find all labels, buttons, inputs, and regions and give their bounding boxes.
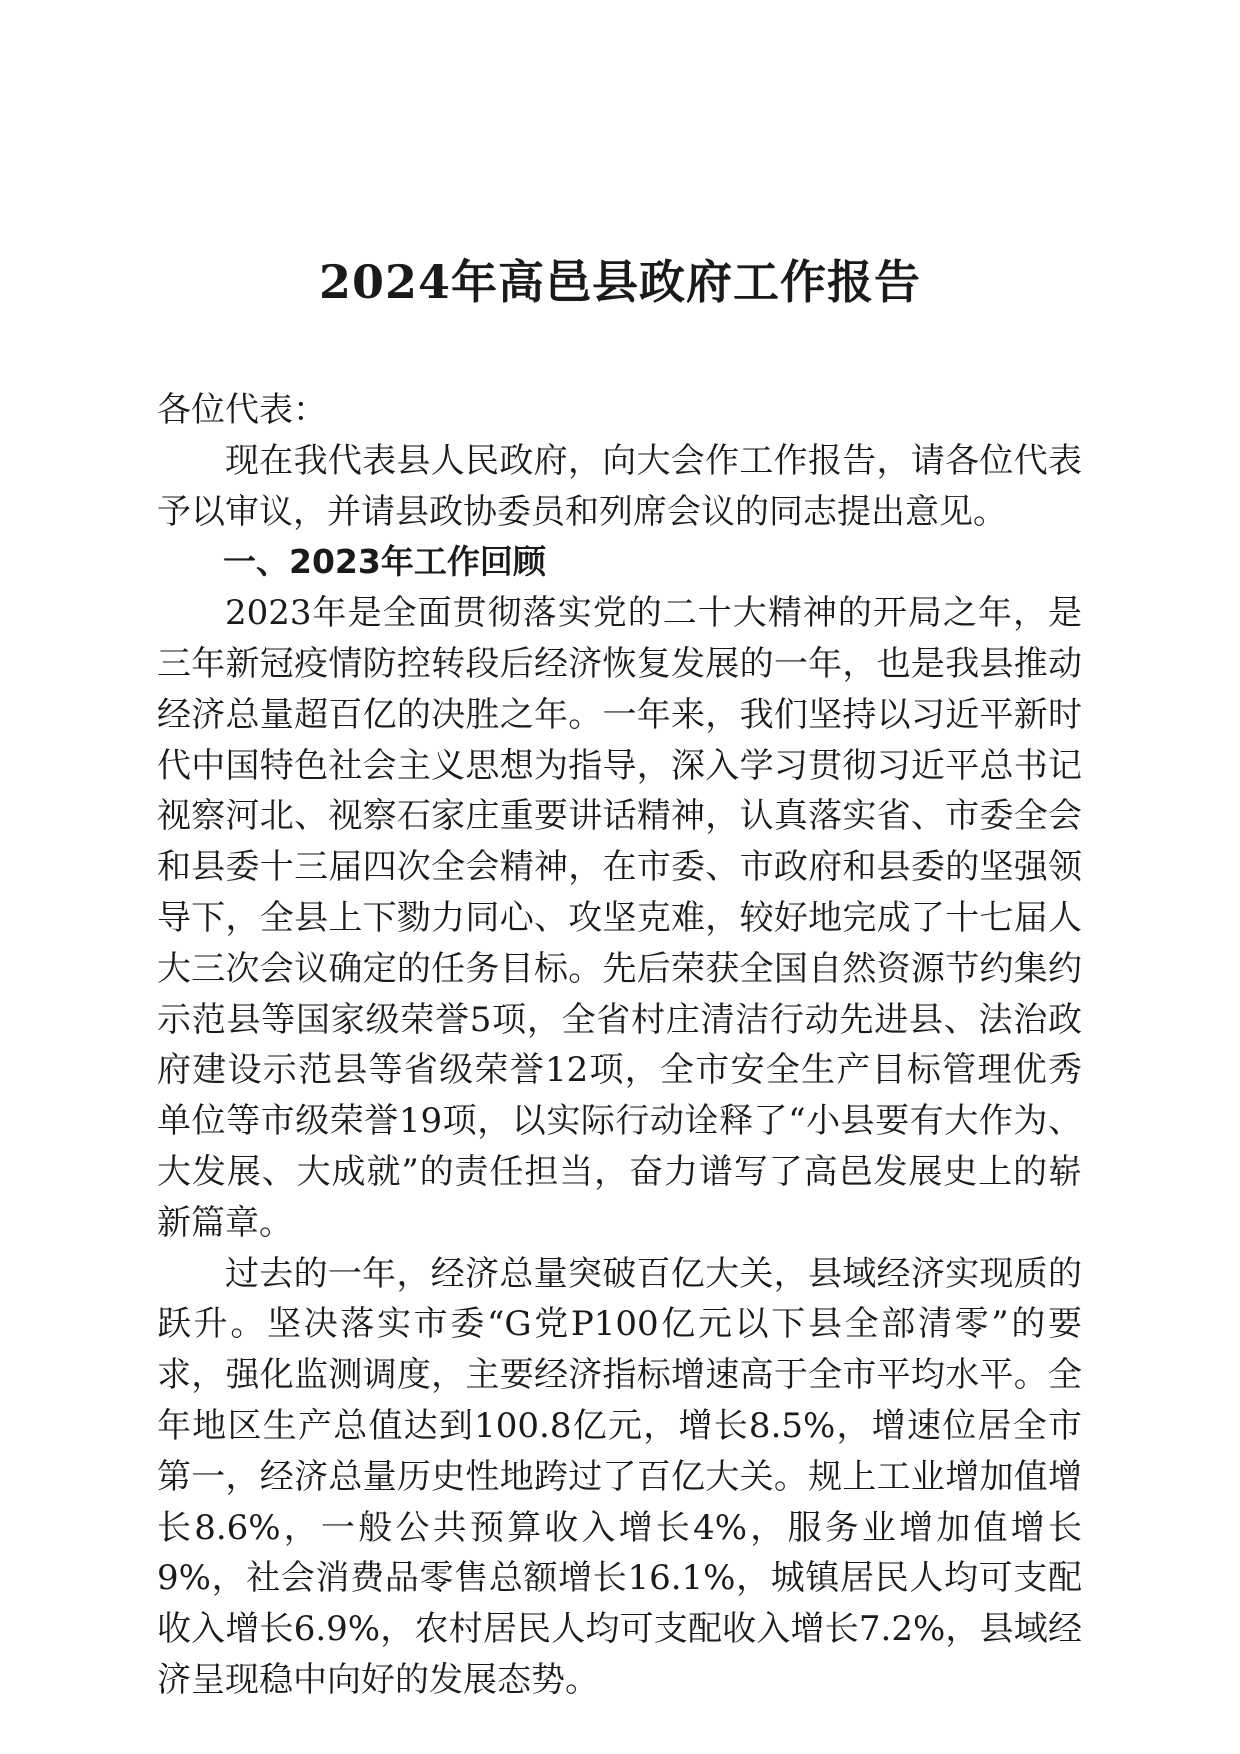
document-body (157, 385, 1082, 1706)
intro-paragraph: 现在我代表县人民政府，向大会作工作报告，请各位代表予以审议，并请县政协委员和列席会议的同志提出意见。 (157, 440, 1082, 532)
section-heading: 一、2023年工作回顾 (223, 542, 546, 582)
salutation: 各位代表： (157, 390, 327, 430)
review-paragraph-2: 过去的一年，经济总量突破百亿大关，县域经济实现质的跃升。坚决落实市委“G党P100亿元以下县全部清零”的要求，强化监测调度，主要经济指标增速高于全市平均水平。全年地区生产总值达到100.8亿元，增长8.5%，增速位居全市第一，经济总量历史性地跨过了百亿大关。规上工业增加值增长8.6%，一般公共预算收入增长4%，服务业增加值增长9%，社会消费品零售总额增长16.1%，城镇居民人均可支配收入增长6.9%，农村居民人均可支配收入增长7.2%，县域经济呈现稳中向好的发展态势。 (157, 1253, 1082, 1700)
review-paragraph-1: 2023年是全面贯彻落实党的二十大精神的开局之年，是三年新冠疫情防控转段后经济恢复发展的一年，也是我县推动经济总量超百亿的决胜之年。一年来，我们坚持以习近平新时代中国特色社会主义思想为指导，深入学习贯彻习近平总书记视察河北、视察石家庄重要讲话精神，认真落实省、市委全会和县委十三届四次全会精神，在市委、市政府和县委的坚强领导下，全县上下勠力同心、攻坚克难，较好地完成了十七届人大三次会议确定的任务目标。先后荣获全国自然资源节约集约示范县等国家级荣誉5项，全省村庄清洁行动先进县、法治政府建设示范县等省级荣誉12项，全市安全生产目标管理优秀单位等市级荣誉19项，以实际行动诠释了“小县要有大作为、大发展、大成就”的责任担当，奋力谱写了高邑发展史上的崭新篇章。 (157, 593, 1082, 1243)
document-title: 2024年高邑县政府工作报告 (318, 255, 922, 309)
